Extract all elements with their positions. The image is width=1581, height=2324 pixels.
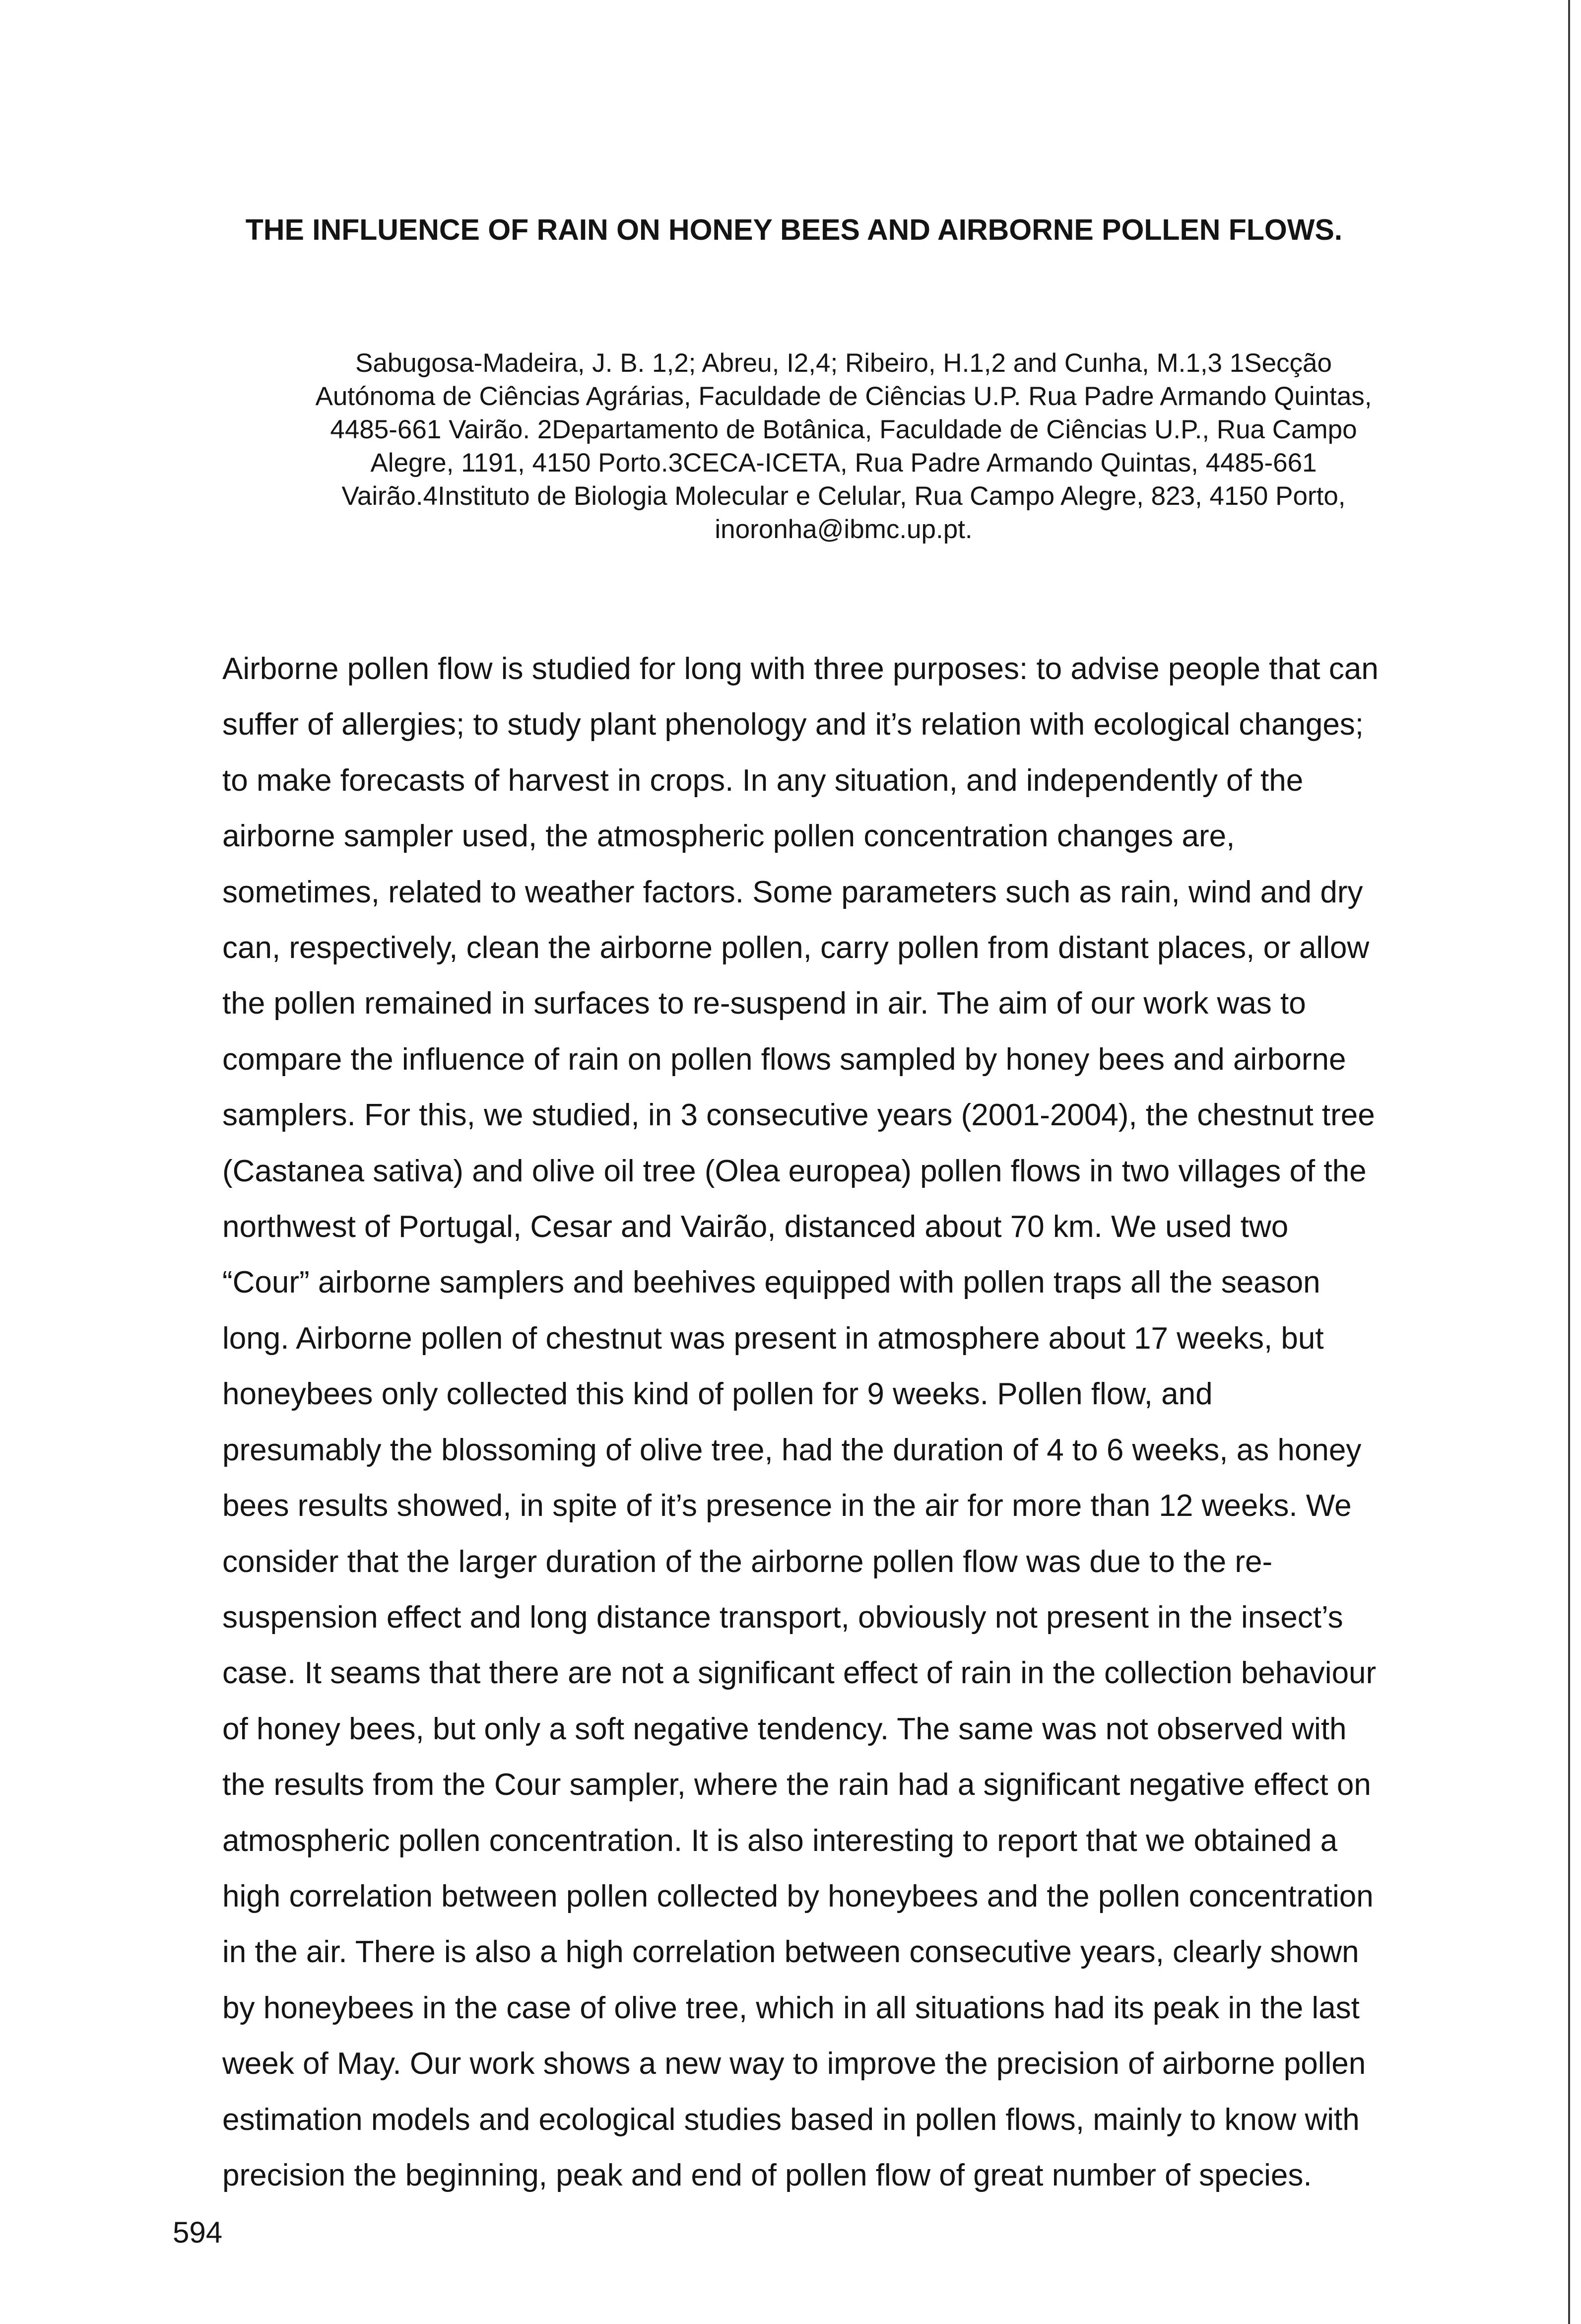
abstract-line: week of May. Our work shows a new way to improve the precision of airborne pollen <box>222 2047 1366 2081</box>
author-line: Vairão.4Instituto de Biologia Molecular e Celular, Rua Campo Alegre, 823, 4150 Porto, <box>341 481 1346 511</box>
abstract-line: atmospheric pollen concentration. It is also interesting to report that we obtained a <box>222 1823 1338 1858</box>
abstract-line: compare the influence of rain on pollen flows sampled by honey bees and airborne <box>222 1042 1346 1077</box>
abstract-line: of honey bees, but only a soft negative tendency. The same was not observed with <box>222 1711 1347 1746</box>
abstract-line: consider that the larger duration of the airborne pollen flow was due to the re- <box>222 1544 1273 1579</box>
abstract-line: long. Airborne pollen of chestnut was present in atmosphere about 17 weeks, but <box>222 1321 1324 1356</box>
abstract-line: honeybees only collected this kind of pollen for 9 weeks. Pollen flow, and <box>222 1377 1213 1412</box>
abstract-line: precision the beginning, peak and end of pollen flow of great number of species. <box>222 2158 1312 2192</box>
abstract-line: Airborne pollen flow is studied for long with three purposes: to advise people that can <box>222 652 1379 686</box>
abstract-line: (Castanea sativa) and olive oil tree (Olea europea) pollen flows in two villages of the <box>222 1154 1367 1188</box>
abstract-line: by honeybees in the case of olive tree, which in all situations had its peak in the last <box>222 1990 1360 2025</box>
abstract-line: suspension effect and long distance transport, obviously not present in the insect’s <box>222 1600 1343 1635</box>
abstract-line: sometimes, related to weather factors. Some parameters such as rain, wind and dry <box>222 875 1363 909</box>
paper-title: THE INFLUENCE OF RAIN ON HONEY BEES AND AIRBORNE POLLEN FLOWS. <box>245 213 1343 246</box>
author-line: Alegre, 1191, 4150 Porto.3CECA-ICETA, Rua Padre Armando Quintas, 4485-661 <box>370 448 1317 478</box>
abstract-line: estimation models and ecological studies based in pollen flows, mainly to know with <box>222 2102 1360 2137</box>
abstract-line: samplers. For this, we studied, in 3 consecutive years (2001-2004), the chestnut tree <box>222 1098 1375 1133</box>
page-edge-line <box>1568 0 1570 2324</box>
abstract-line: to make forecasts of harvest in crops. In any situation, and independently of the <box>222 763 1304 798</box>
author-line: Sabugosa-Madeira, J. B. 1,2; Abreu, I2,4; Ribeiro, H.1,2 and Cunha, M.1,3 1Secção <box>355 348 1332 378</box>
abstract-body <box>222 641 1463 2203</box>
abstract-line: the pollen remained in surfaces to re-suspend in air. The aim of our work was to <box>222 986 1306 1021</box>
author-affiliations <box>189 346 1499 546</box>
author-line: Autónoma de Ciências Agrárias, Faculdade de Ciências U.P. Rua Padre Armando Quintas, <box>315 382 1372 411</box>
author-line: 4485-661 Vairão. 2Departamento de Botânica, Faculdade de Ciências U.P., Rua Campo <box>330 415 1357 444</box>
abstract-line: high correlation between pollen collected by honeybees and the pollen concentration <box>222 1879 1374 1914</box>
abstract-line: in the air. There is also a high correlation between consecutive years, clearly shown <box>222 1935 1359 1970</box>
abstract-line: presumably the blossoming of olive tree, had the duration of 4 to 6 weeks, as honey <box>222 1433 1362 1467</box>
page-number: 594 <box>173 2216 223 2249</box>
abstract-line: bees results showed, in spite of it’s presence in the air for more than 12 weeks. We <box>222 1489 1352 1523</box>
abstract-line: case. It seams that there are not a significant effect of rain in the collection behaviour <box>222 1656 1377 1691</box>
abstract-line: airborne sampler used, the atmospheric pollen concentration changes are, <box>222 819 1235 854</box>
abstract-line: “Cour” airborne samplers and beehives equipped with pollen traps all the season <box>222 1265 1320 1300</box>
abstract-line: the results from the Cour sampler, where the rain had a significant negative effect on <box>222 1768 1371 1802</box>
abstract-line: northwest of Portugal, Cesar and Vairão, distanced about 70 km. We used two <box>222 1210 1289 1244</box>
author-line: inoronha@ibmc.up.pt. <box>715 515 973 544</box>
abstract-line: suffer of allergies; to study plant phenology and it’s relation with ecological changes; <box>222 707 1364 742</box>
abstract-line: can, respectively, clean the airborne pollen, carry pollen from distant places, or allow <box>222 931 1370 965</box>
